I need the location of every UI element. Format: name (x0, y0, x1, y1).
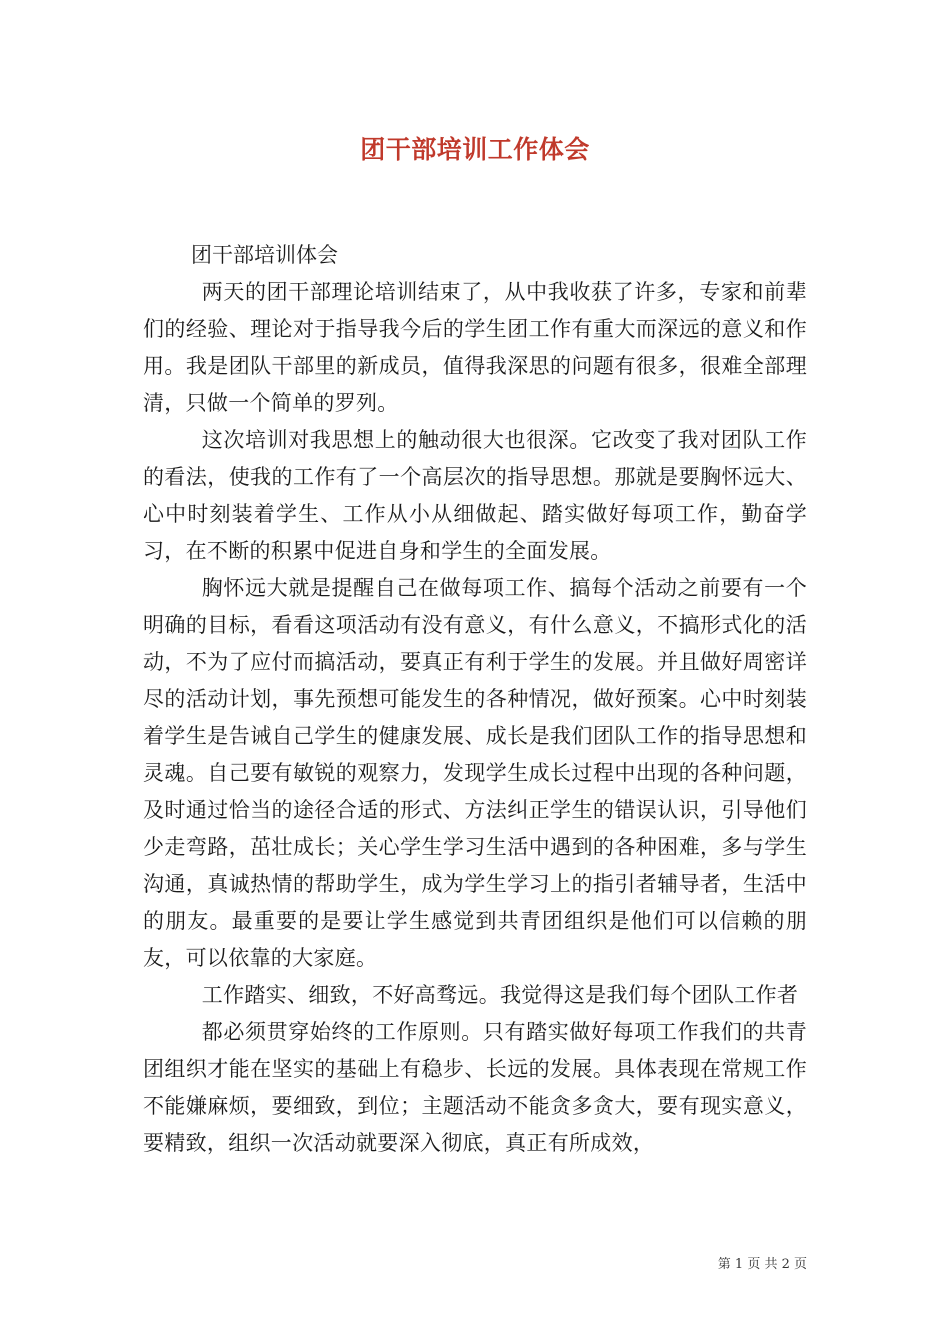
document-title: 团干部培训工作体会 (360, 135, 590, 164)
document-body (143, 237, 807, 1162)
paragraph: 两天的团干部理论培训结束了，从中我收获了许多，专家和前辈们的经验、理论对于指导我今后的学生团工作有重大而深远的意义和作用。我是团队干部里的新成员，值得我深思的问题有很多，很难全部理清，只做一个简单的罗列。 (143, 280, 807, 415)
page-number-footer: 第 1 页 共 2 页 (717, 1257, 807, 1272)
paragraph: 这次培训对我思想上的触动很大也很深。它改变了我对团队工作的看法，使我的工作有了一个高层次的指导思想。那就是要胸怀远大、心中时刻装着学生、工作从小从细做起、踏实做好每项工作，勤奋学习，在不断的积累中促进自身和学生的全面发展。 (143, 428, 807, 563)
paragraph: 工作踏实、细致，不好高骛远。我觉得这是我们每个团队工作者 (201, 983, 799, 1007)
paragraph: 都必须贯穿始终的工作原则。只有踏实做好每项工作我们的共青团组织才能在坚实的基础上有稳步、长远的发展。具体表现在常规工作不能嫌麻烦，要细致，到位；主题活动不能贪多贪大，要有现实意义，要精致，组织一次活动就要深入彻底，真正有所成效， (143, 1020, 807, 1155)
document-subtitle: 团干部培训体会 (191, 243, 338, 267)
paragraph: 胸怀远大就是提醒自己在做每项工作、搞每个活动之前要有一个明确的目标，看看这项活动有没有意义，有什么意义，不搞形式化的活动，不为了应付而搞活动，要真正有利于学生的发展。并且做好周密详尽的活动计划，事先预想可能发生的各种情况，做好预案。心中时刻装着学生是告诫自己学生的健康发展、成长是我们团队工作的指导思想和灵魂。自己要有敏锐的观察力，发现学生成长过程中出现的各种问题，及时通过恰当的途径合适的形式、方法纠正学生的错误认识，引导他们少走弯路，茁壮成长；关心学生学习生活中遇到的各种困难，多与学生沟通，真诚热情的帮助学生，成为学生学习上的指引者辅导者，生活中的朋友。最重要的是要让学生感觉到共青团组织是他们可以信赖的朋友，可以依靠的大家庭。 (143, 576, 807, 970)
